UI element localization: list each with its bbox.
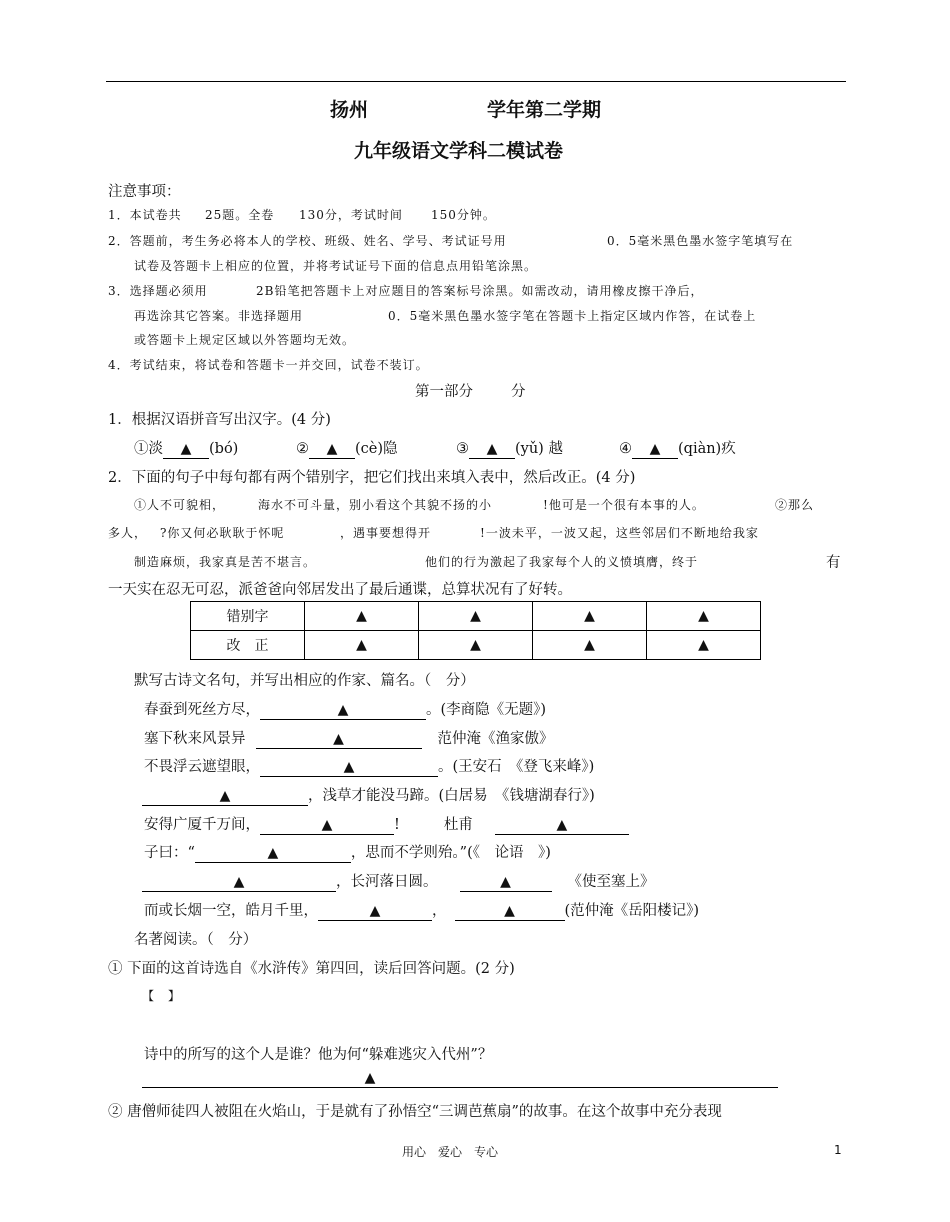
q1-item-prefix: ①淡 [134,441,163,457]
answer-blank[interactable] [163,441,209,459]
question-2: 2．下面的句子中每句都有两个错别字，把它们找出来填入表中，然后改正。(4 分) [108,470,636,486]
question-1: 1．根据汉语拼音写出汉字。(4 分) [108,412,331,428]
triangle-marker: ▲ [698,608,709,624]
notice-line: 试卷及答题卡上相应的位置，并将考试证号下面的信息点用铅笔涂黑。 [134,259,538,273]
answer-blank[interactable] [460,874,552,892]
notice-line: 2．答题前，考生务必将本人的学校、班级、姓名、学号、考试证号用 [108,234,507,248]
poem-line: 【 】 [142,989,540,1003]
triangle-marker: ▲ [267,845,279,861]
recite-text: 不畏浮云遮望眼， [144,759,260,775]
table-cell[interactable] [305,602,419,631]
q1-item [619,437,736,459]
triangle-marker: ▲ [470,637,481,653]
answer-blank[interactable] [260,759,438,777]
table-row [191,602,761,631]
recite-text: 春蚕到死丝方尽， [144,702,260,718]
table-cell[interactable] [533,631,647,660]
triangle-marker: ▲ [556,817,568,833]
table-cell[interactable] [647,631,761,660]
notice-line: 3．选择题必须用 [108,284,208,298]
q2-sentence: 多人， [108,526,148,540]
recite-text: 子曰：“ [144,845,195,861]
recite-text: 杜甫 [443,817,473,833]
q2-sentence: ?你又何必耿耿于怀呢 [160,526,285,540]
table-cell[interactable] [419,631,533,660]
answer-blank[interactable] [495,817,629,835]
recite-line [144,813,629,835]
triangle-marker: ▲ [486,441,498,457]
answer-blank[interactable] [632,441,678,459]
q2-sentence: !他可是一个很有本事的人。 [543,498,705,512]
triangle-marker: ▲ [500,874,511,890]
q1-item [456,437,563,459]
q2-sentence: 一天实在忍无可忍，派爸爸向邻居发出了最后通谍，总算状况有了好转。 [108,582,572,598]
q1-item [134,437,238,459]
q1-item-prefix: ③ [456,441,469,457]
answer-blank[interactable] [260,702,426,720]
q2-sentence: ①人不可貌相， [134,498,226,512]
triangle-marker: ▲ [326,441,338,457]
q1-item-pinyin: (qiàn)疚 [678,441,736,457]
table-header-typo: 错别字 [191,602,305,631]
notice-line: 25题。全卷 [205,208,275,222]
triangle-marker: ▲ [356,608,367,624]
recite-line [144,899,699,921]
notice-line: 或答题卡上规定区域以外答题均无效。 [134,333,356,347]
recite-text: (范仲淹《岳阳楼记》) [564,903,700,919]
q1-item-pinyin: (yǔ) 越 [515,441,563,457]
table-row [191,631,761,660]
triangle-marker: ▲ [321,817,333,833]
typo-table [190,601,761,660]
recite-text: 。(李商隐《无题》) [426,702,547,718]
triangle-marker: ▲ [584,637,595,653]
answer-blank[interactable] [260,817,394,835]
notice-line: 0．5毫米黑色墨水签字笔在答题卡上指定区域内作答，在试卷上 [388,309,757,323]
recite-text: ! [394,817,400,833]
question-4: 名著阅读。（ 分） [134,932,258,948]
triangle-marker: ▲ [470,608,481,624]
recite-text: 《使至塞上》 [567,874,655,890]
q1-item-pinyin: (bó) [209,441,239,457]
triangle-marker: ▲ [369,903,381,919]
recite-line [144,698,546,720]
triangle-marker: ▲ [180,441,192,457]
triangle-marker: ▲ [233,874,245,890]
recite-text: 。(王安石 《登飞来峰》) [438,759,595,775]
triangle-marker: ▲ [356,637,367,653]
recite-line [144,755,594,777]
triangle-marker: ▲ [333,731,344,747]
q4-prompt: 诗中的所写的这个人是谁？他为何“躲难逃灾入代州”？ [144,1047,493,1063]
q2-sentence: 他们的行为激起了我家每个人的义愤填膺，终于 [425,555,699,569]
triangle-marker: ▲ [698,637,709,653]
recite-line [142,784,595,806]
recite-line [142,1070,778,1088]
triangle-marker: ▲ [584,608,595,624]
answer-blank[interactable] [318,903,432,921]
answer-blank[interactable] [455,903,565,921]
answer-blank[interactable] [256,731,422,749]
triangle-marker: ▲ [364,1070,376,1086]
recite-text: 而或长烟一空，皓月千里， [144,903,318,919]
q2-sentence: 海水不可斗量，别小看这个其貌不扬的小 [258,498,493,512]
table-cell[interactable] [647,602,761,631]
notice-line: 再选涂其它答案。非选择题用 [134,309,304,323]
q2-sentence: 制造麻烦，我家真是苦不堪言。 [134,555,317,569]
table-cell[interactable] [533,602,647,631]
answer-blank[interactable] [469,441,515,459]
q2-sentence: ②那么 [775,498,815,512]
notice-heading: 注意事项： [108,184,181,200]
q2-sentence: 有 [826,555,841,571]
answer-blank[interactable] [142,1070,778,1088]
header-rule [106,81,846,82]
answer-blank[interactable] [309,441,355,459]
recite-line [142,870,655,892]
notice-line: 1．本试卷共 [108,208,182,222]
q1-item-pinyin: (cè)隐 [355,441,398,457]
q4-sub-question: ① 下面的这首诗选自《水浒传》第四回，读后回答问题。(2 分) [108,961,515,977]
answer-blank[interactable] [142,788,308,806]
triangle-marker: ▲ [649,441,661,457]
title-exam: 九年级语文学科二模试卷 [354,140,564,162]
footer-slogan: 用心 爱心 专心 [402,1145,499,1159]
recite-text: ，长河落日圆。 [336,874,438,890]
notice-line: 150分钟。 [431,208,496,222]
part-score: 分 [511,384,526,400]
part-heading: 第一部分 [415,384,473,400]
triangle-marker: ▲ [337,702,349,718]
notice-line: 130分，考试时间 [299,208,403,222]
recite-text: ，浅草才能没马蹄。(白居易 《钱塘湖春行》) [308,788,595,804]
q1-item-prefix: ④ [619,441,632,457]
triangle-marker: ▲ [504,903,515,919]
q4-sub-question: ② 唐僧师徒四人被阻在火焰山，于是就有了孙悟空“三调芭蕉扇”的故事。在这个故事中充分表现 [108,1104,722,1120]
answer-blank[interactable] [142,874,336,892]
recite-line [144,841,551,863]
table-header-correction: 改 正 [191,631,305,660]
question-3: 默写古诗文名句，并写出相应的作家、篇名。（ 分） [134,673,475,689]
recite-text: 塞下秋来风景异 [144,731,246,747]
q1-item [296,437,398,459]
triangle-marker: ▲ [343,759,355,775]
table-cell[interactable] [305,631,419,660]
page-number: 1 [834,1143,842,1157]
notice-line: 2B铅笔把答题卡上对应题目的答案标号涂黑。如需改动，请用橡皮擦干净后， [256,284,704,298]
title-school: 扬州 [330,99,369,121]
recite-text: ， [432,903,447,919]
title-term: 学年第二学期 [487,99,602,121]
table-cell[interactable] [419,602,533,631]
notice-line: 4．考试结束，将试卷和答题卡一并交回，试卷不装订。 [108,358,429,372]
notice-line: 0．5毫米黑色墨水签字笔填写在 [607,234,794,248]
answer-blank[interactable] [195,845,351,863]
q1-item-prefix: ② [296,441,309,457]
triangle-marker: ▲ [219,788,231,804]
recite-line [144,727,554,749]
q2-sentence: ，遇事要想得开 [340,526,432,540]
recite-text: 安得广厦千万间， [144,817,260,833]
poem-line [142,1016,545,1033]
q2-sentence: !一波未平，一波又起，这些邻居们不断地给我家 [480,526,759,540]
recite-text: 范仲淹《渔家傲》 [437,731,554,747]
recite-text: ，思而不学则殆。”(《 论语 》) [350,845,551,861]
